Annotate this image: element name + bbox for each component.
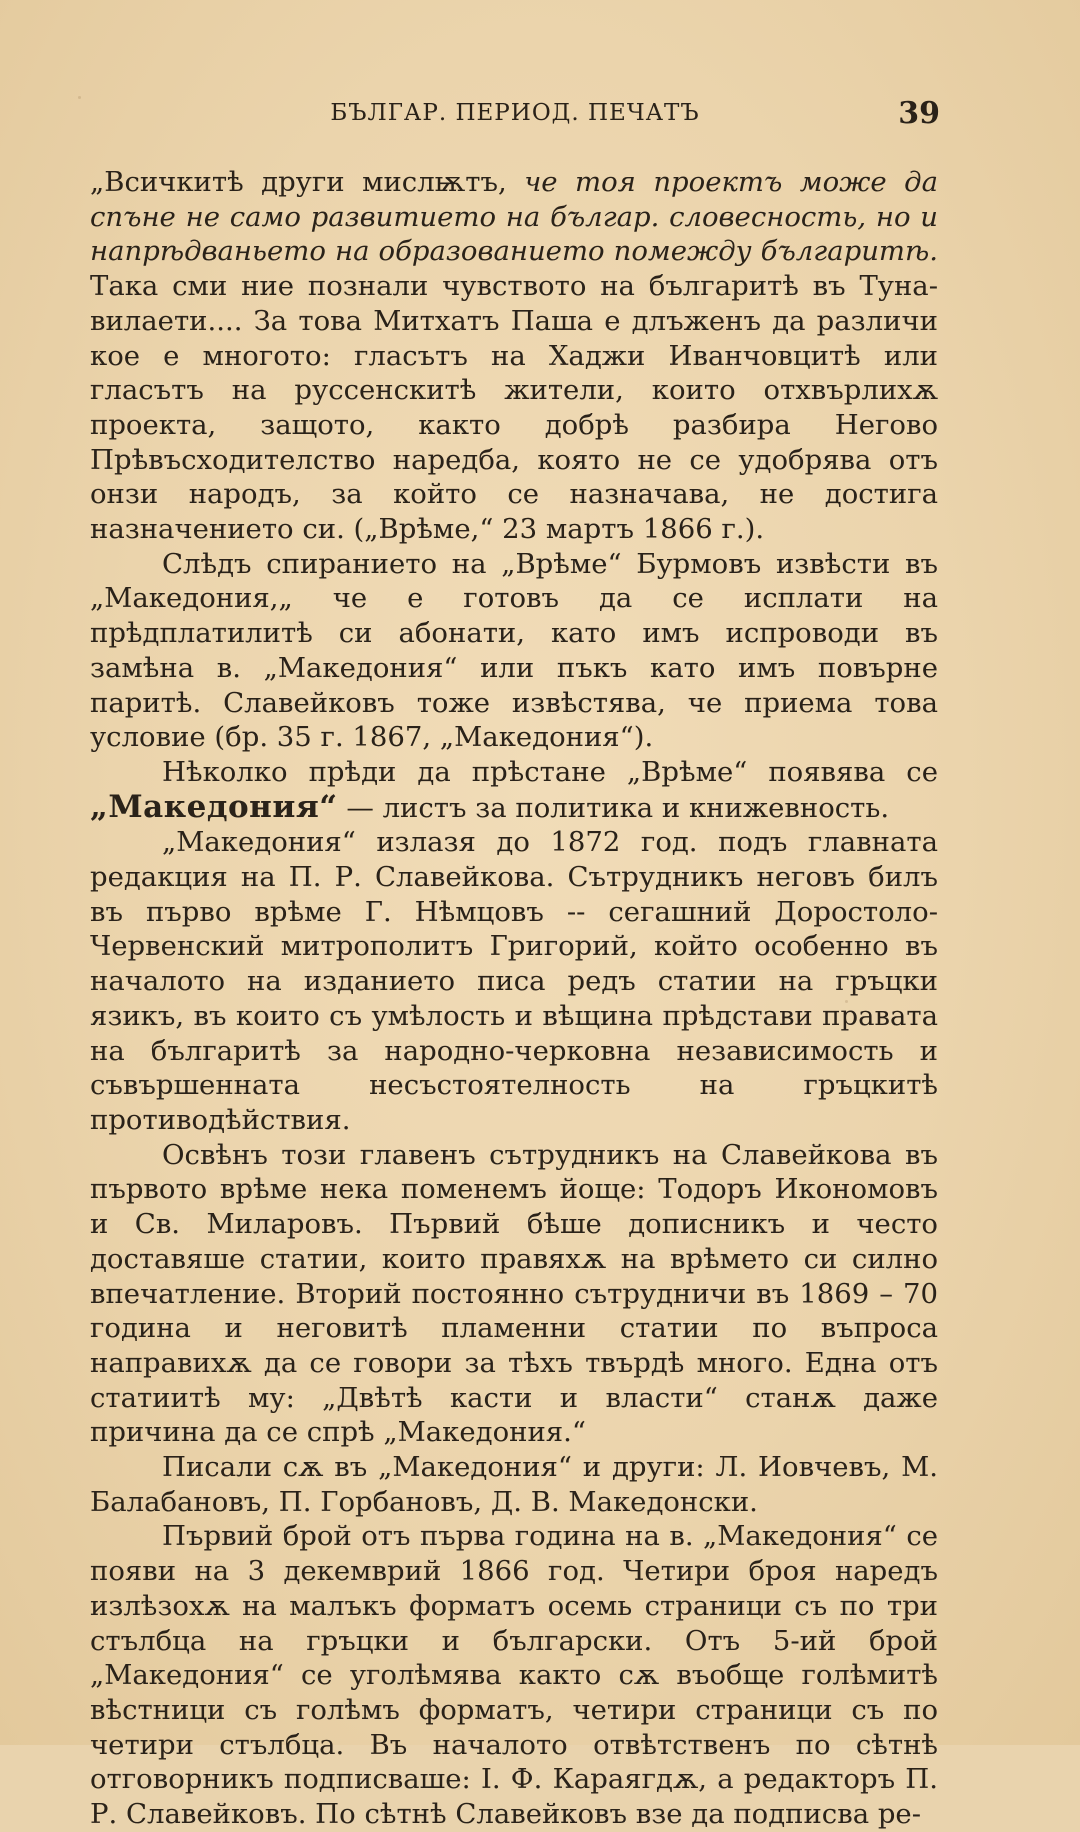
paragraph-2: [90, 547, 938, 755]
paragraph-5: [90, 1138, 938, 1450]
page-header: [90, 96, 940, 136]
paper-spot: [845, 1000, 848, 1003]
paragraph-7: [90, 1519, 938, 1831]
paragraph-text: Слѣдъ спиранието на „Врѣме“ Бурмовъ извѣсти въ „Македония,„ че е готовъ да се исплати на прѣдплатилитѣ си абонати, като имъ испроводи въ замѣна в. „Македония“ или пъкъ като имъ повърне паритѣ. Славейковъ тоже извѣстява, че приема това условие (бр. 35 г. 1867, „Македония“).: [90, 547, 938, 754]
paragraph-text: Нѣколко прѣди да прѣстане „Врѣме“ появява се: [162, 755, 938, 788]
paragraph-text: Освѣнъ този главенъ сътрудникъ на Славейкова въ първото врѣме нека поменемъ йоще: Тодоръ Икономовъ и Св. Миларовъ. Първий бѣше дописникъ и често доставяше статии, които правяхѫ на врѣмето си силно впечатление. Вторий постоянно сътрудничи въ 1869 – 70 година и неговитѣ пламенни статии по въпроса направихѫ да се говори за тѣхъ твърдѣ много. Една отъ статиитѣ му: „Двѣтѣ касти и власти“ станѫ даже причина да се спрѣ „Македония.“: [90, 1138, 938, 1449]
quote-italic: че тоя проектъ може да спъне не само развитието на българ. словесность, но и напрѣдваньето на образованието помежду българитѣ.: [90, 166, 938, 268]
paragraph-text: „Македония“ излазя до 1872 год. подъ главната редакция на П. Р. Славейкова. Сътрудникъ неговъ билъ въ първо врѣме Г. Нѣмцовъ -- сегашний Доростоло-Червенский митрополитъ Григорий, който особенно въ началото на изданието писа редъ статии на гръцки язикъ, въ които съ умѣлость и вѣщина прѣдстави правата на българитѣ за народно-черковна независимость и съвършенната несъстоятелность на гръцкитѣ противодѣйствия.: [90, 826, 938, 1136]
paragraph-3: [90, 755, 938, 825]
newspaper-title: „Македония“: [90, 788, 338, 825]
quote-continuation: Така сми ние познали чувството на българитѣ въ Туна-вилаети.... За това Митхатъ Паша е длъженъ да различи кое е многото: гласътъ на Хаджи Иванчовцитѣ или гласътъ на руссенскитѣ жители, които отхвърлихѫ проекта, защото, както добрѣ разбира Негово Прѣвъсходителство наредба, която не се удобрява отъ онзи народъ, за който се назначава, не достига назначението си. („Врѣме,“ 23 мартъ 1866 г.).: [90, 270, 938, 546]
paragraph-text: Първий брой отъ първа година на в. „Македония“ се появи на 3 декемврий 1866 год. Четири броя наредъ излѣзохѫ на малъкъ форматъ осемь страници съ по три стълбца на гръцки и български. Отъ 5-ий брой „Македония“ се уголѣмява както сѫ въобще голѣмитѣ вѣстници съ голѣмъ форматъ, четири страници съ по четири стълбца. Въ началото отвѣтственъ по сѣтнѣ отговорникъ подписваше: I. Ф. Караягдѫ, а редакторъ П. Р. Славейковъ. По сѣтнѣ Славейковъ взе да подписва ре-: [90, 1520, 938, 1831]
paragraph-4: [90, 825, 938, 1137]
paragraph-text: — листъ за политика и книжевность.: [337, 791, 890, 824]
paragraph-text: Писали сѫ въ „Македония“ и други: Л. Иовчевъ, М. Балабановъ, П. Горбановъ, Д. В. Македонски.: [90, 1451, 938, 1518]
running-title: БЪЛГАР. ПЕРИОД. ПЕЧАТЪ: [330, 100, 700, 126]
paragraph-1: [90, 165, 938, 547]
quote-opening: „Всичкитѣ други мислѭтъ,: [90, 166, 525, 198]
body-text: [90, 165, 938, 1832]
page-number: 39: [898, 96, 940, 131]
paper-spot: [78, 96, 81, 99]
paragraph-6: [90, 1450, 938, 1519]
paper-spot: [470, 1470, 474, 1474]
